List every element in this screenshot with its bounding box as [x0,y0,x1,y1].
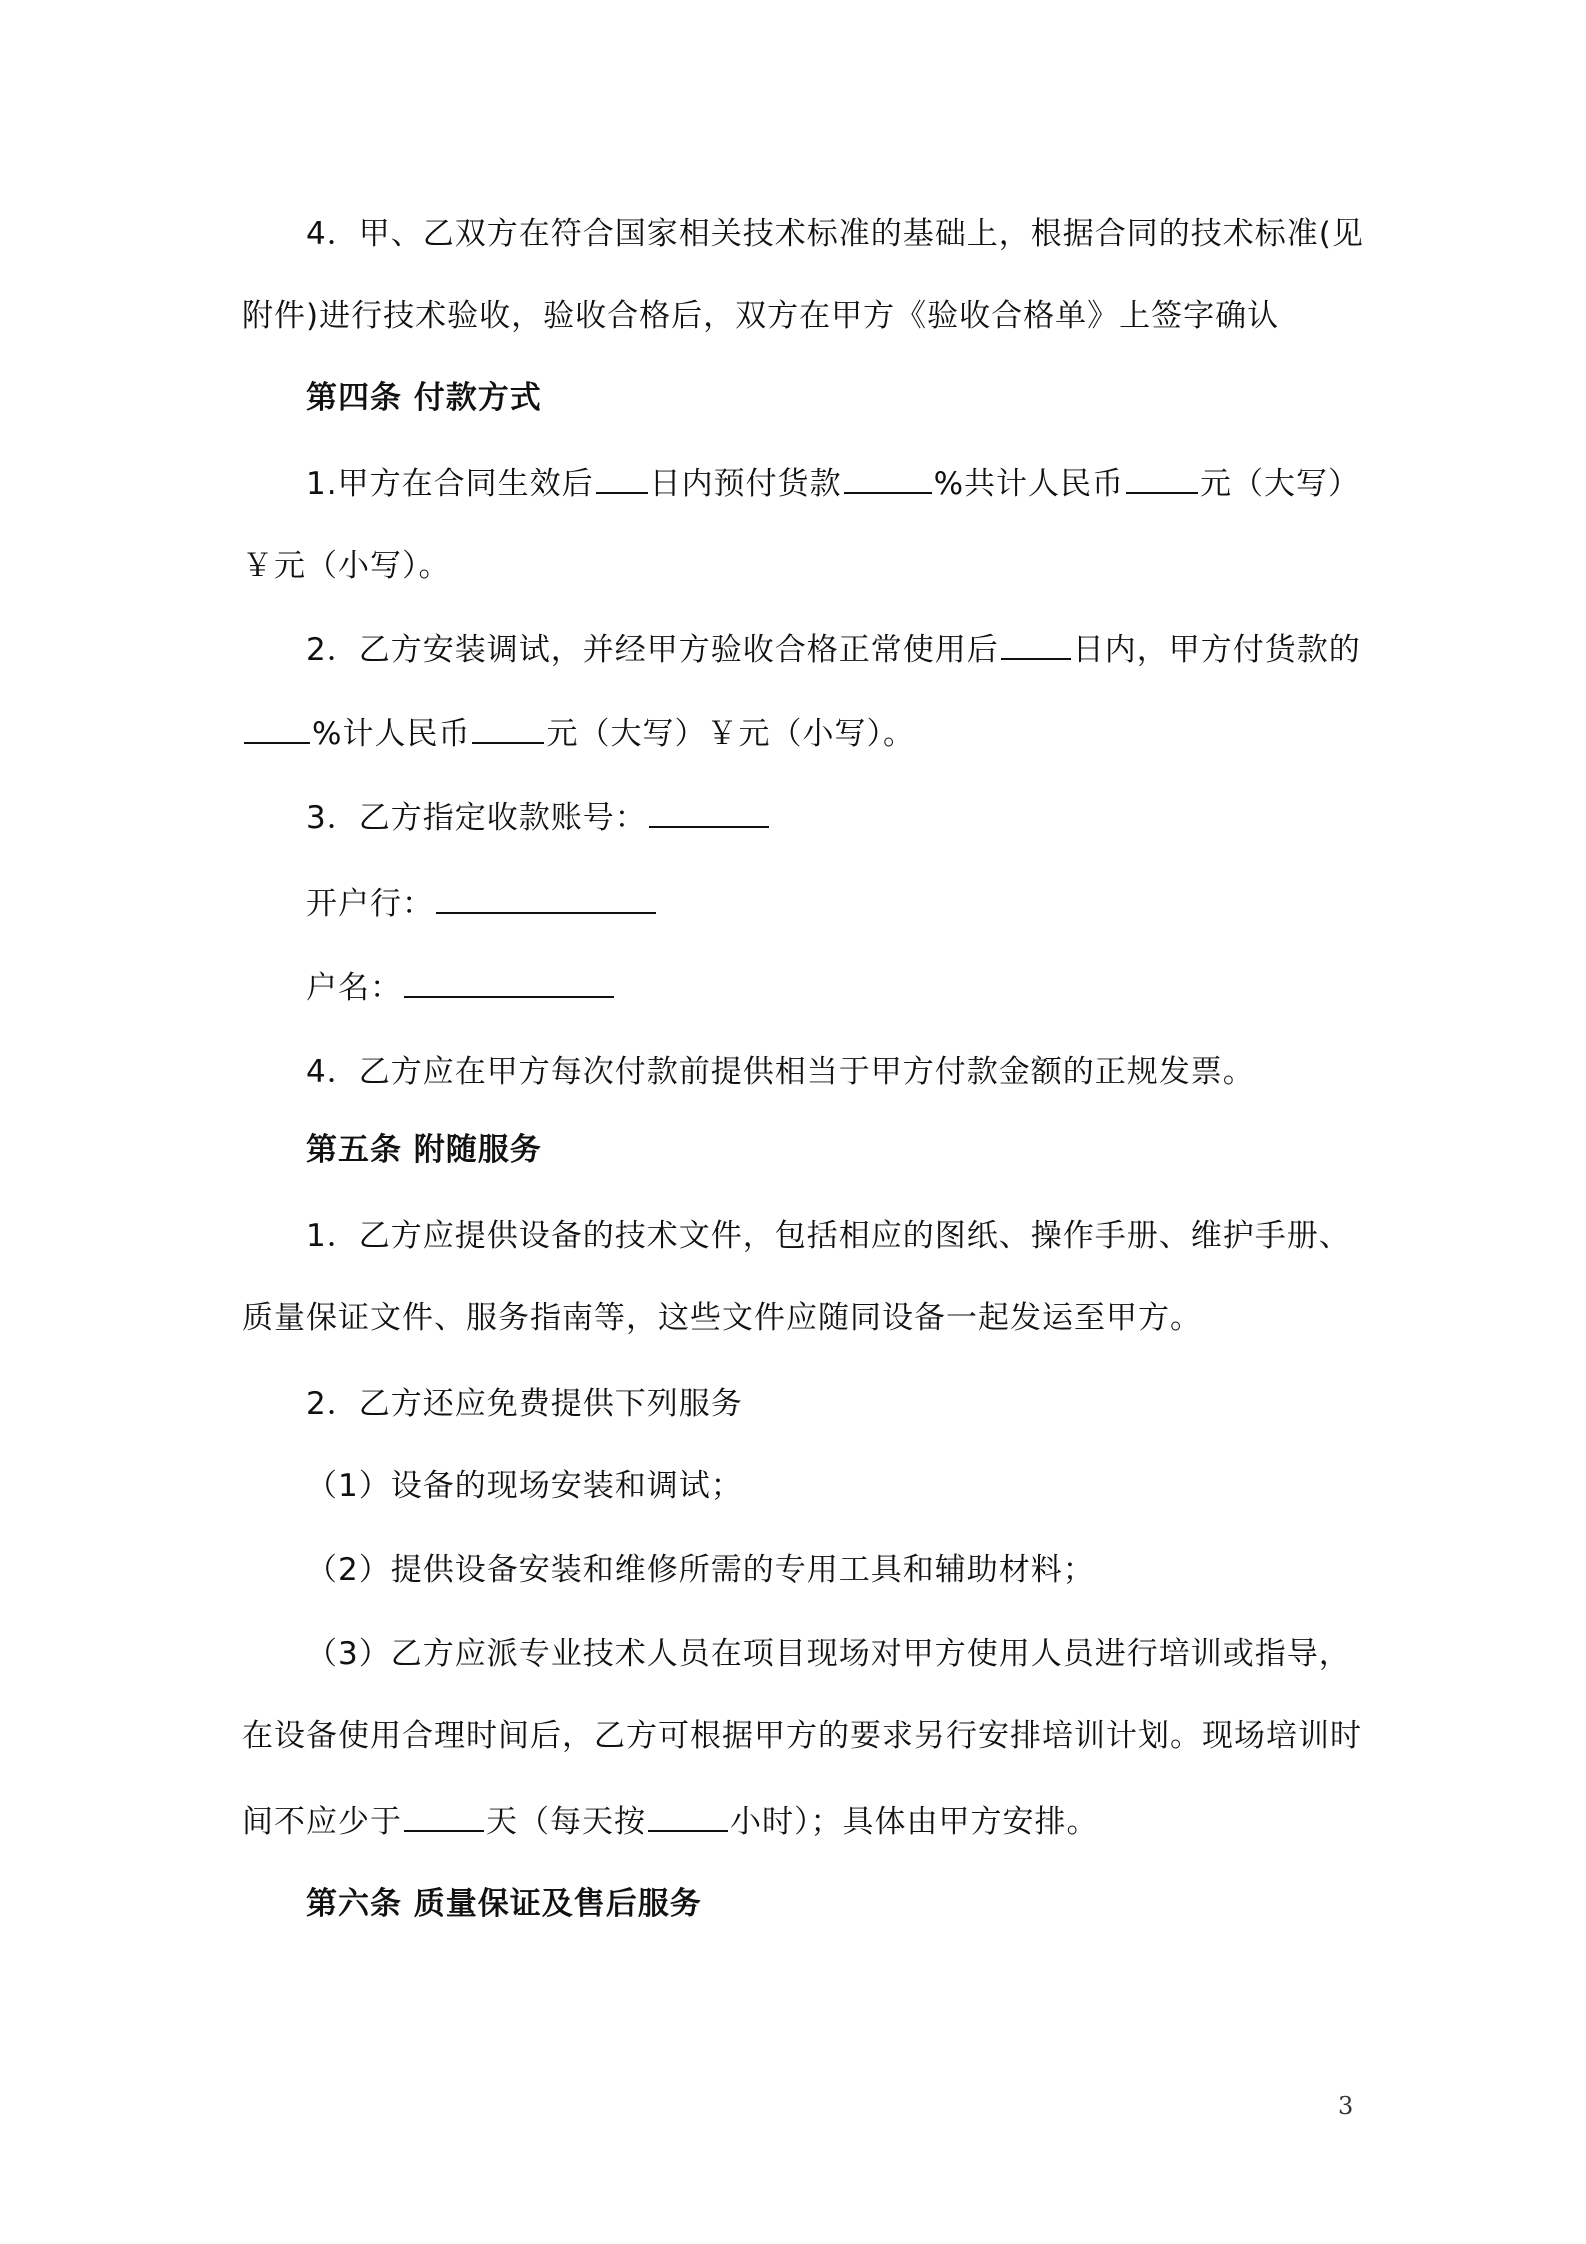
clause5-p1-line1: 1．乙方应提供设备的技术文件，包括相应的图纸、操作手册、维护手册、 [306,1218,1351,1254]
name-label: 户名： [306,970,402,1006]
clause4-p4: 4．乙方应在甲方每次付款前提供相当于甲方付款金额的正规发票。 [306,1054,1255,1090]
bank-blank[interactable] [436,886,656,914]
clause4-p1-text-a: 1.甲方在合同生效后 [306,466,594,502]
training-hours-blank[interactable] [648,1804,728,1832]
name-blank[interactable] [404,970,614,998]
percent-blank-2[interactable] [244,716,310,744]
account-blank[interactable] [649,800,769,828]
clause5-s3-text-c: 小时）；具体由甲方安排。 [730,1804,1099,1840]
clause4-p2-text-d: 元（大写）￥元（小写）。 [546,716,915,752]
clause5-s3-line3 [242,1802,1099,1842]
clause5-s3-line2: 在设备使用合理时间后，乙方可根据甲方的要求另行安排培训计划。现场培训时 [242,1718,1362,1754]
clause4-p1-text-c: %共计人民币 [933,466,1125,502]
bank-label: 开户行： [306,886,434,922]
clause4-p2-text-c: %计人民币 [312,716,471,752]
clause3-p4-line2: 附件)进行技术验收，验收合格后，双方在甲方《验收合格单》上签字确认 [242,298,1280,334]
days-blank-2[interactable] [1001,632,1071,660]
clause4-p1-text-b: 日内预付货款 [649,466,842,502]
page-number: 3 [1338,2092,1354,2120]
clause5-s3-text-b: 天（每天按 [486,1804,646,1840]
clause4-name [306,968,616,1008]
clause5-p1-line2: 质量保证文件、服务指南等，这些文件应随同设备一起发运至甲方。 [242,1300,1202,1336]
clause5-s3-line1: （3）乙方应派专业技术人员在项目现场对甲方使用人员进行培训或指导， [306,1636,1351,1672]
days-blank[interactable] [596,466,648,494]
amount-blank-2[interactable] [472,716,544,744]
clause4-p2-line2 [242,714,915,754]
clause5-p2: 2．乙方还应免费提供下列服务 [306,1386,743,1422]
clause6-heading: 第六条 质量保证及售后服务 [306,1886,702,1922]
account-label: 3．乙方指定收款账号： [306,800,647,836]
clause4-p1-line2: ￥元（小写）。 [242,548,451,584]
clause3-p4-line1: 4．甲、乙双方在符合国家相关技术标准的基础上，根据合同的技术标准(见 [306,216,1364,252]
clause5-heading: 第五条 附随服务 [306,1132,542,1168]
clause4-p2-text-a: 2．乙方安装调试，并经甲方验收合格正常使用后 [306,632,999,668]
clause4-p1-text-d: 元（大写） [1200,466,1361,502]
clause4-p2-text-b: 日内，甲方付货款的 [1072,632,1361,668]
clause5-s2: （2）提供设备安装和维修所需的专用工具和辅助材料； [306,1552,1095,1588]
training-days-blank[interactable] [404,1804,484,1832]
amount-blank[interactable] [1126,466,1198,494]
clause4-heading: 第四条 付款方式 [306,380,542,416]
clause4-p2-line1 [306,630,1361,670]
clause4-bank [306,884,658,924]
clause4-p3-account [306,798,771,838]
clause4-p1-line1 [306,464,1360,504]
percent-blank[interactable] [844,466,932,494]
clause5-s3-text-a: 间不应少于 [242,1804,402,1840]
clause5-s1: （1）设备的现场安装和调试； [306,1468,743,1504]
